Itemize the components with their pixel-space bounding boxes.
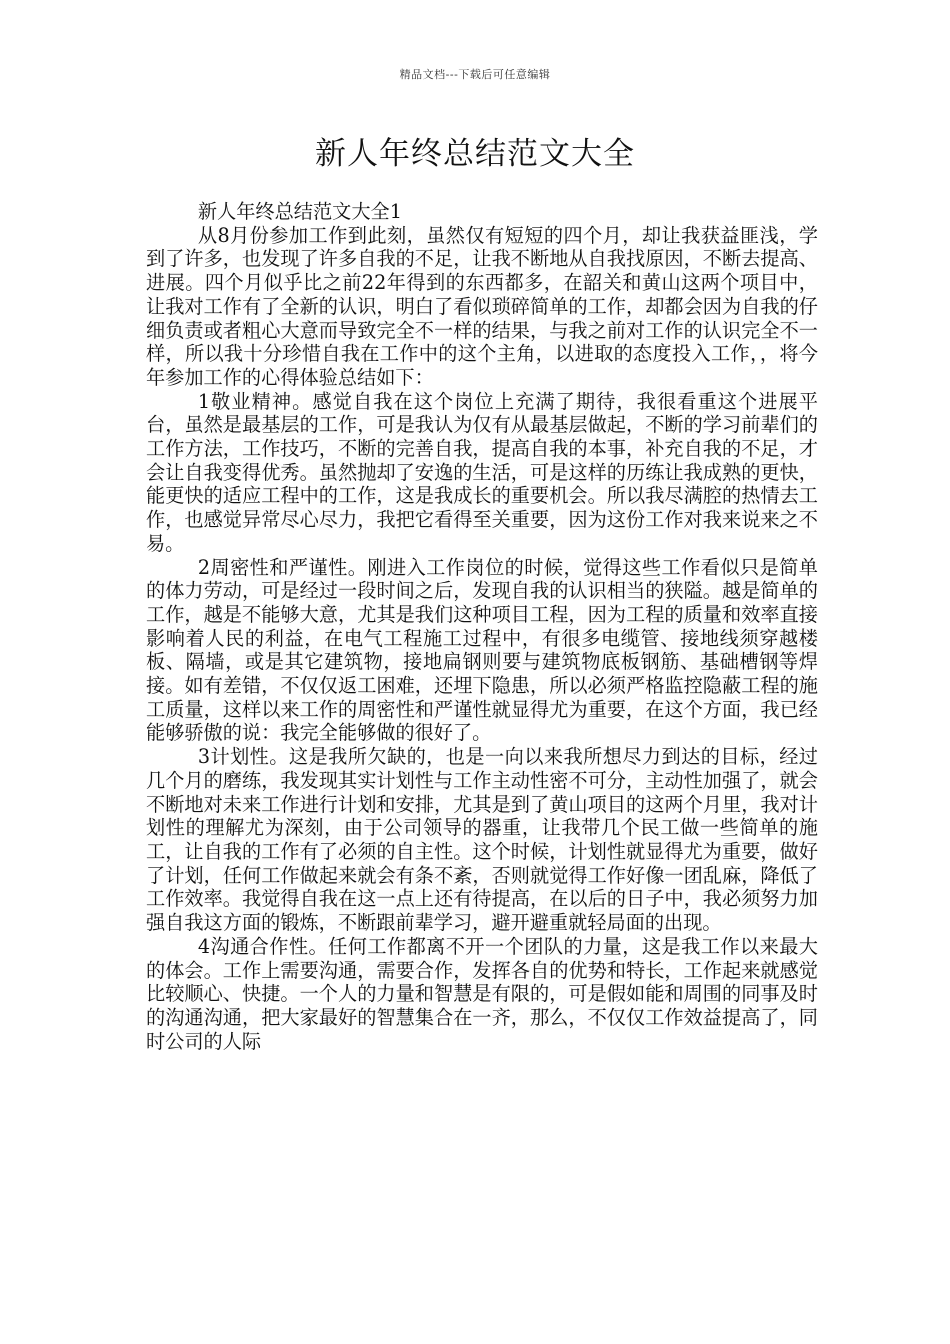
paragraph-intro: 从8月份参加工作到此刻，虽然仅有短短的四个月，却让我获益匪浅，学到了许多，也发现了许多自我的不足，让我不断地从自我找原因，不断去提高、进展。四个月似乎比之前22年得到的东西都多，在韶关和黄山这两个项目中，让我对工作有了全新的认识，明白了看似琐碎简单的工作，却都会因为自我的仔细负责或者粗心大意而导致完全不一样的结果，与我之前对工作的认识完全不一样，所以我十分珍惜自我在工作中的这个主角，以进取的态度投入工作，，将今年参加工作的心得体验总结如下： — [146, 223, 818, 389]
paragraph-rigor: 2周密性和严谨性。刚进入工作岗位的时候，觉得这些工作看似只是简单的体力劳动，可是经过一段时间之后，发现自我的认识相当的狭隘。越是简单的工作，越是不能够大意，尤其是我们这种项目工程，因为工程的质量和效率直接影响着人民的利益，在电气工程施工过程中，有很多电缆管、接地线须穿越楼板、隔墙，或是其它建筑物，接地扁钢则要与建筑物底板钢筋、基础槽钢等焊接。如有差错，不仅仅返工困难，还埋下隐患，所以必须严格监控隐蔽工程的施工质量，这样以来工作的周密性和严谨性就显得尤为重要，在这个方面，我已经能够骄傲的说：我完全能够做的很好了。 — [146, 555, 818, 745]
header-note: 精品文档---下载后可任意编辑 — [399, 68, 551, 81]
section-heading: 新人年终总结范文大全1 — [197, 200, 402, 223]
paragraph-planning: 3计划性。这是我所欠缺的，也是一向以来我所想尽力到达的目标，经过几个月的磨练，我发现其实计划性与工作主动性密不可分，主动性加强了，就会不断地对未来工作进行计划和安排，尤其是到了黄山项目的这两个月里，我对计划性的理解尤为深刻，由于公司领导的器重，让我带几个民工做一些简单的施工，让自我的工作有了必须的自主性。这个时候，计划性就显得尤为重要，做好了计划，任何工作做起来就会有条不紊，否则就觉得工作好像一团乱麻，降低了工作效率。我觉得自我在这一点上还有待提高，在以后的日子中，我必须努力加强自我这方面的锻炼，不断跟前辈学习，避开避重就轻局面的出现。 — [146, 745, 818, 935]
paragraph-dedication: 1敬业精神。感觉自我在这个岗位上充满了期待，我很看重这个进展平台，虽然是最基层的工作，可是我认为仅有从最基层做起，不断的学习前辈们的工作方法，工作技巧，不断的完善自我，提高自我的本事，补充自我的不足，才会让自我变得优秀。虽然抛却了安逸的生活，可是这样的历练让我成熟的更快，能更快的适应工程中的工作，这是我成长的重要机会。所以我尽满腔的热情去工作，也感觉异常尽心尽力，我把它看得至关重要，因为这份工作对我来说来之不易。 — [146, 389, 818, 555]
document-body — [146, 200, 818, 1053]
paragraph-teamwork: 4沟通合作性。任何工作都离不开一个团队的力量，这是我工作以来最大的体会。工作上需要沟通，需要合作，发挥各自的优势和特长，工作起来就感觉比较顺心、快捷。一个人的力量和智慧是有限的，可是假如能和周围的同事及时的沟通沟通，把大家最好的智慧集合在一齐，那么，不仅仅工作效益提高了，同时公司的人际 — [146, 934, 818, 1053]
document-title: 新人年终总结范文大全 — [315, 136, 635, 172]
